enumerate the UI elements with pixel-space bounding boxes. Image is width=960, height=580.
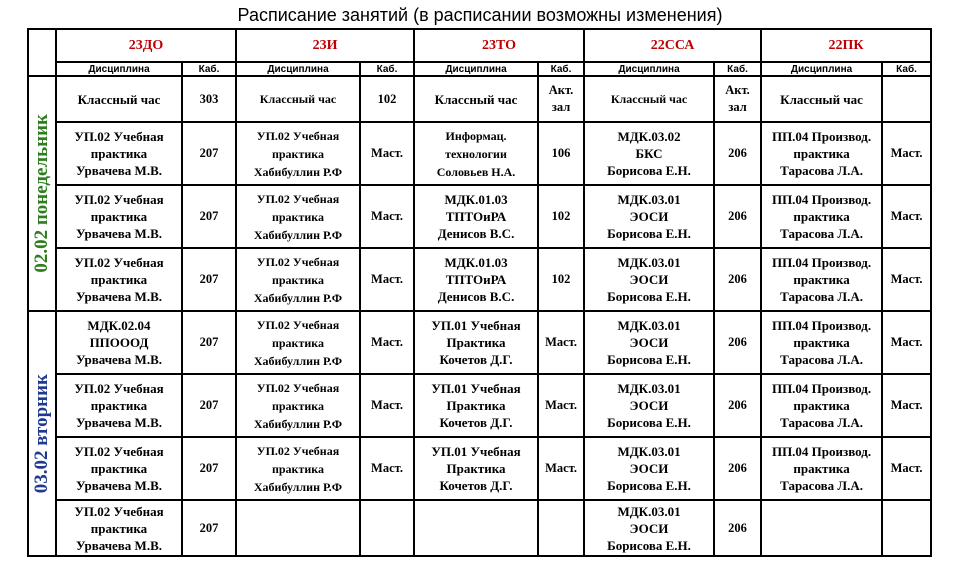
discipline-text: Классный час <box>610 92 688 106</box>
discipline-text: ПП.04 Производ. практика Тарасова Л.А. <box>771 255 872 304</box>
discipline-cell <box>414 500 538 556</box>
discipline-text: УП.02 Учебная практика Хабибуллин Р.Ф <box>253 254 343 305</box>
room-text: 206 <box>728 146 747 160</box>
room-cell <box>360 500 414 556</box>
discipline-cell <box>584 311 714 374</box>
room-cell <box>538 248 584 311</box>
discipline-cell <box>56 122 182 185</box>
discipline-cell <box>414 437 538 500</box>
group-header: 23ТО <box>414 29 584 62</box>
discipline-cell <box>584 437 714 500</box>
room-cell <box>714 374 761 437</box>
discipline-text: УП.02 Учебная практика Урвачева М.В. <box>74 192 164 241</box>
page-title: Расписание занятий (в расписании возможны изменения) <box>237 5 723 25</box>
column-header-room: Каб. <box>360 62 414 76</box>
group-header: 23И <box>236 29 414 62</box>
room-cell <box>882 500 931 556</box>
room-text: Маст. <box>371 209 403 223</box>
room-cell <box>538 76 584 122</box>
discipline-text: УП.01 Учебная Практика Кочетов Д.Г. <box>431 318 521 367</box>
discipline-cell <box>56 248 182 311</box>
room-cell <box>538 500 584 556</box>
discipline-cell <box>414 185 538 248</box>
room-text: 207 <box>199 461 219 475</box>
discipline-text: УП.02 Учебная практика Хабибуллин Р.Ф <box>253 128 343 179</box>
discipline-cell <box>236 122 360 185</box>
room-cell <box>538 122 584 185</box>
lesson-row <box>28 248 931 311</box>
room-cell <box>538 185 584 248</box>
room-text: Маст. <box>545 398 577 412</box>
room-cell <box>360 185 414 248</box>
room-text: 207 <box>199 520 219 535</box>
discipline-text: ПП.04 Производ. практика Тарасова Л.А. <box>771 318 872 367</box>
discipline-cell <box>584 374 714 437</box>
room-text: 207 <box>199 398 219 412</box>
room-cell <box>182 185 236 248</box>
room-cell <box>882 437 931 500</box>
discipline-cell <box>584 76 714 122</box>
discipline-text: МДК.03.01 ЭОСИ Борисова Е.Н. <box>607 192 691 241</box>
room-text: Маст. <box>371 398 403 412</box>
discipline-text: Информац. технологии Соловьев Н.А. <box>436 128 516 179</box>
discipline-cell <box>761 374 882 437</box>
discipline-text: УП.02 Учебная практика Хабибуллин Р.Ф <box>253 191 343 242</box>
discipline-text: УП.02 Учебная практика Урвачева М.В. <box>74 129 164 178</box>
discipline-cell <box>414 122 538 185</box>
room-cell <box>360 437 414 500</box>
lesson-row <box>28 500 931 556</box>
room-cell <box>538 311 584 374</box>
discipline-text: МДК.03.01 ЭОСИ Борисова Е.Н. <box>607 318 691 367</box>
room-text: 102 <box>377 91 397 106</box>
room-text: 207 <box>199 209 219 223</box>
discipline-text: МДК.03.01 ЭОСИ Борисова Е.Н. <box>607 444 691 493</box>
discipline-cell <box>761 122 882 185</box>
discipline-cell <box>761 76 882 122</box>
room-text: 207 <box>199 335 219 349</box>
room-text: 102 <box>551 272 571 286</box>
room-cell <box>182 500 236 556</box>
discipline-text: ПП.04 Производ. практика Тарасова Л.А. <box>771 192 872 241</box>
discipline-text: УП.02 Учебная практика Хабибуллин Р.Ф <box>253 443 343 494</box>
room-cell <box>882 248 931 311</box>
discipline-cell <box>236 374 360 437</box>
discipline-text: МДК.01.03 ТПТОиРА Денисов В.С. <box>437 192 515 241</box>
room-text: 206 <box>728 272 747 286</box>
discipline-text: УП.02 Учебная практика Урвачева М.В. <box>74 381 164 430</box>
discipline-cell <box>236 248 360 311</box>
room-cell <box>882 122 931 185</box>
discipline-text: УП.02 Учебная практика Хабибуллин Р.Ф <box>253 317 343 368</box>
column-header-discipline: Дисциплина <box>761 62 882 76</box>
room-text: 207 <box>199 146 219 160</box>
column-header-discipline: Дисциплина <box>414 62 538 76</box>
discipline-text: ПП.04 Производ. практика Тарасова Л.А. <box>771 444 872 493</box>
room-cell <box>882 76 931 122</box>
discipline-cell <box>761 185 882 248</box>
room-text: Маст. <box>890 209 923 223</box>
room-cell <box>882 311 931 374</box>
day-label: 03.02 вторник <box>31 373 52 494</box>
room-text: Маст. <box>545 461 577 475</box>
room-text: Маст. <box>890 272 923 286</box>
column-header-discipline: Дисциплина <box>584 62 714 76</box>
group-header: 23ДО <box>56 29 236 62</box>
discipline-text: МДК.03.01 ЭОСИ Борисова Е.Н. <box>607 381 691 430</box>
room-text: Маст. <box>890 146 923 160</box>
discipline-cell <box>56 311 182 374</box>
discipline-cell <box>236 311 360 374</box>
room-text: 102 <box>551 209 571 223</box>
discipline-text: УП.01 Учебная Практика Кочетов Д.Г. <box>431 444 521 493</box>
discipline-cell <box>56 185 182 248</box>
room-cell <box>538 374 584 437</box>
discipline-text: УП.02 Учебная практика Хабибуллин Р.Ф <box>253 380 343 431</box>
discipline-text: УП.02 Учебная практика Урвачева М.В. <box>74 444 164 493</box>
room-text: Маст. <box>890 398 923 412</box>
room-text: Маст. <box>890 461 923 475</box>
discipline-cell <box>56 374 182 437</box>
room-text: Маст. <box>371 335 403 349</box>
room-text: 206 <box>728 520 747 535</box>
column-header-room: Каб. <box>538 62 584 76</box>
room-text: Акт. зал <box>725 83 750 114</box>
column-header-discipline: Дисциплина <box>236 62 360 76</box>
room-cell <box>714 248 761 311</box>
room-cell <box>182 76 236 122</box>
discipline-text: МДК.03.01 ЭОСИ Борисова Е.Н. <box>607 255 691 304</box>
day-label-cell <box>28 311 56 556</box>
discipline-cell <box>56 76 182 122</box>
lesson-row <box>28 374 931 437</box>
discipline-cell <box>584 122 714 185</box>
discipline-cell <box>761 311 882 374</box>
group-header-row <box>28 29 931 62</box>
room-cell <box>714 185 761 248</box>
discipline-text: МДК.03.02 БКС Борисова Е.Н. <box>607 129 691 178</box>
corner-cell <box>28 29 56 76</box>
lesson-row <box>28 76 931 122</box>
discipline-text: ПП.04 Производ. практика Тарасова Л.А. <box>771 381 872 430</box>
room-text: 207 <box>199 272 219 286</box>
room-cell <box>538 437 584 500</box>
room-cell <box>360 311 414 374</box>
room-cell <box>882 374 931 437</box>
discipline-text: Классный час <box>259 92 337 106</box>
lesson-row <box>28 122 931 185</box>
discipline-text: МДК.02.04 ППОООД Урвачева М.В. <box>75 318 163 367</box>
room-cell <box>360 76 414 122</box>
room-cell <box>182 311 236 374</box>
lesson-row <box>28 311 931 374</box>
room-text: 206 <box>728 398 747 412</box>
room-text: 206 <box>728 335 747 349</box>
discipline-cell <box>236 185 360 248</box>
discipline-cell <box>236 437 360 500</box>
room-text: Акт. зал <box>548 83 574 114</box>
group-header: 22ПК <box>761 29 931 62</box>
group-header: 22ССА <box>584 29 761 62</box>
room-text: 206 <box>728 209 747 223</box>
discipline-text: ПП.04 Производ. практика Тарасова Л.А. <box>771 129 872 178</box>
discipline-cell <box>584 248 714 311</box>
room-text: 206 <box>728 461 747 475</box>
room-cell <box>714 311 761 374</box>
discipline-cell <box>761 248 882 311</box>
room-cell <box>714 122 761 185</box>
discipline-text: МДК.01.03 ТПТОиРА Денисов В.С. <box>437 255 515 304</box>
column-header-row <box>28 62 931 76</box>
room-cell <box>182 248 236 311</box>
room-cell <box>714 500 761 556</box>
room-cell <box>182 437 236 500</box>
room-text: Маст. <box>371 272 403 286</box>
discipline-cell <box>584 185 714 248</box>
discipline-text: УП.02 Учебная практика Урвачева М.В. <box>74 503 164 553</box>
day-label: 02.02 понедельник <box>31 114 52 273</box>
room-cell <box>714 437 761 500</box>
discipline-text: УП.01 Учебная Практика Кочетов Д.Г. <box>431 381 521 430</box>
column-header-discipline: Дисциплина <box>56 62 182 76</box>
discipline-text: Классный час <box>780 91 863 107</box>
discipline-cell <box>414 76 538 122</box>
room-text: 303 <box>199 91 219 106</box>
discipline-text: Классный час <box>434 91 518 107</box>
room-cell <box>360 374 414 437</box>
discipline-cell <box>414 311 538 374</box>
room-cell <box>882 185 931 248</box>
lesson-row <box>28 185 931 248</box>
room-cell <box>714 76 761 122</box>
discipline-cell <box>56 500 182 556</box>
room-cell <box>360 122 414 185</box>
discipline-cell <box>414 374 538 437</box>
room-text: Маст. <box>890 335 923 349</box>
discipline-cell <box>584 500 714 556</box>
column-header-room: Каб. <box>714 62 761 76</box>
discipline-text: МДК.03.01 ЭОСИ Борисова Е.Н. <box>607 503 691 553</box>
discipline-text: УП.02 Учебная практика Урвачева М.В. <box>74 255 164 304</box>
room-text: Маст. <box>371 146 403 160</box>
column-header-room: Каб. <box>882 62 931 76</box>
discipline-cell <box>236 76 360 122</box>
discipline-cell <box>761 437 882 500</box>
schedule-table <box>27 28 932 557</box>
discipline-cell <box>414 248 538 311</box>
room-cell <box>182 122 236 185</box>
discipline-cell <box>236 500 360 556</box>
discipline-cell <box>56 437 182 500</box>
room-text: Маст. <box>371 461 403 475</box>
room-cell <box>182 374 236 437</box>
day-label-cell <box>28 76 56 311</box>
column-header-room: Каб. <box>182 62 236 76</box>
discipline-cell <box>761 500 882 556</box>
room-text: 106 <box>551 146 571 160</box>
discipline-text: Классный час <box>77 91 161 107</box>
lesson-row <box>28 437 931 500</box>
room-text: Маст. <box>545 335 577 349</box>
room-cell <box>360 248 414 311</box>
